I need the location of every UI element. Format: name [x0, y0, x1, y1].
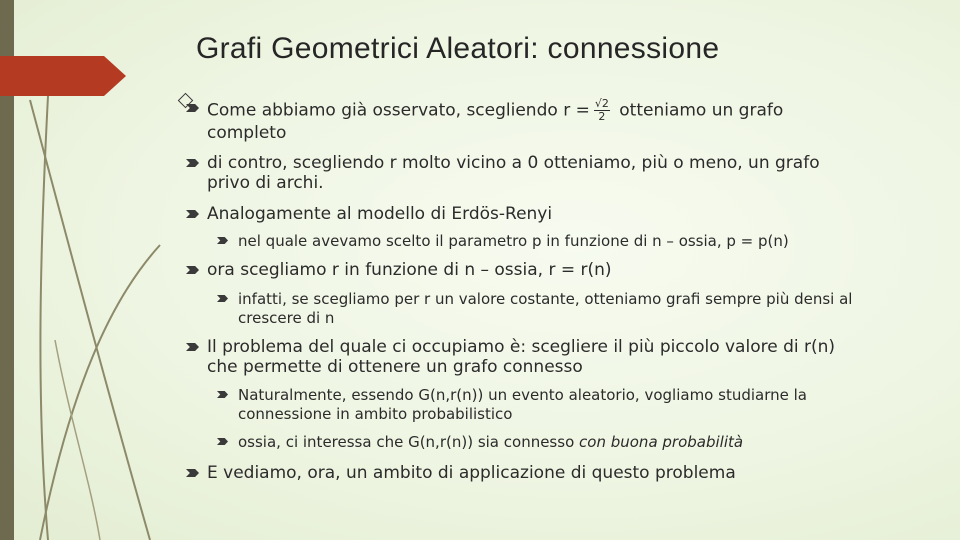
- bullet-5a: [186, 386, 886, 424]
- bullet-1-pre: Come abbiamo già osservato, scegliendo: [207, 100, 558, 121]
- bullet-5b-pre: ossia, ci interessa che G(n,r(n)) sia connesso: [238, 433, 575, 451]
- bullet-2: [186, 153, 886, 193]
- bullet-4-text: ora scegliamo r in funzione di n – ossia, r = r(n): [207, 260, 612, 280]
- sqrt2-over-2-fraction: [594, 98, 610, 123]
- bullet-2-line1: di contro, scegliendo r molto vicino a 0 otteniamo, più o meno, un grafo: [207, 153, 820, 173]
- bullet-5-line2: che permette di ottenere un grafo connesso: [207, 357, 583, 377]
- arrow-bullet-icon: [217, 295, 228, 302]
- bullet-3a: [186, 232, 886, 251]
- fraction-numerator: √2: [594, 97, 609, 110]
- arrow-bullet-icon: [186, 469, 199, 477]
- bullet-4a-line1: infatti, se scegliamo per r un valore costante, otteniamo grafi sempre più densi al: [238, 290, 853, 308]
- arrow-bullet-icon: [186, 104, 199, 112]
- bullet-list: [186, 94, 886, 483]
- bullet-5: [186, 337, 886, 377]
- bullet-4a: [186, 290, 886, 328]
- bullet-1: [186, 98, 886, 143]
- arrow-bullet-icon: [186, 266, 199, 274]
- bullet-4a-line2: crescere di n: [238, 309, 335, 327]
- bullet-6: [186, 463, 886, 483]
- arrow-bullet-icon: [186, 210, 199, 218]
- bullet-5a-line2: connessione in ambito probabilistico: [238, 405, 513, 423]
- bullet-1-cont: completo: [207, 123, 287, 143]
- bullet-1-post: otteniamo un grafo: [619, 100, 784, 121]
- bullet-5b: [186, 433, 886, 452]
- bullet-6-text: E vediamo, ora, un ambito di applicazione di questo problema: [207, 463, 736, 483]
- bullet-3a-text: nel quale avevamo scelto il parametro p in funzione di n – ossia, p = p(n): [238, 232, 789, 250]
- arrow-bullet-icon: [186, 159, 199, 167]
- bullet-4: [186, 260, 886, 280]
- arrow-bullet-icon: [217, 438, 228, 445]
- arrow-bullet-icon: [217, 391, 228, 398]
- fraction-denominator: 2: [598, 110, 606, 123]
- bullet-3: [186, 204, 886, 224]
- bullet-1-r-eq: r =: [563, 100, 590, 121]
- arrow-bullet-icon: [217, 237, 228, 244]
- title-accent-arrow: [0, 56, 126, 96]
- slide-title: Grafi Geometrici Aleatori: connessione: [196, 32, 720, 65]
- bullet-5b-italic: con buona probabilità: [579, 433, 744, 451]
- bullet-2-line2: privo di archi.: [207, 173, 324, 193]
- arrow-bullet-icon: [186, 343, 199, 351]
- bullet-3-text: Analogamente al modello di Erdös-Renyi: [207, 204, 553, 224]
- bullet-5a-line1: Naturalmente, essendo G(n,r(n)) un evento aleatorio, vogliamo studiarne la: [238, 386, 807, 404]
- bullet-5-line1: Il problema del quale ci occupiamo è: scegliere il più piccolo valore di r(n): [207, 337, 836, 357]
